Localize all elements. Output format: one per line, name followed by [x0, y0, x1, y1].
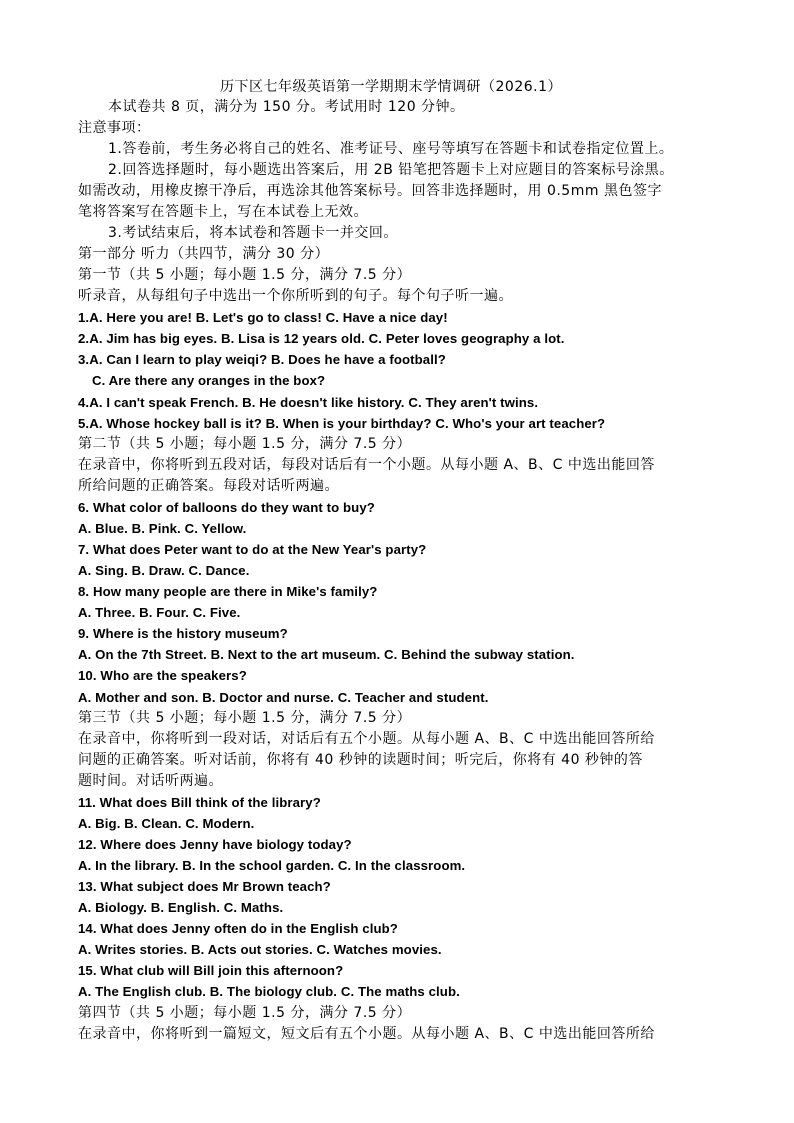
notice-item-2: 2.回答选择题时，每小题选出答案后，用 2B 铅笔把答题卡上对应题目的答案标号涂黑。 — [108, 162, 674, 178]
question-stem: 7. What does Peter want to do at the New Year's party? — [78, 542, 427, 557]
question-options: A. Sing. B. Draw. C. Dance. — [78, 563, 250, 578]
question-item: 3.A. Can I learn to play weiqi? B. Does he have a football? — [78, 352, 446, 367]
notice-item-2-cont: 如需改动，用橡皮擦干净后，再选涂其他答案标号。回答非选择题时，用 0.5mm 黑色签字 — [78, 183, 662, 199]
question-item: 4.A. I can't speak French. B. He doesn't like history. C. They aren't twins. — [78, 395, 539, 410]
question-item: 2.A. Jim has big eyes. B. Lisa is 12 years old. C. Peter loves geography a lot. — [78, 331, 565, 346]
section-instruction: 问题的正确答案。听对话前，你将有 40 秒钟的读题时间；听完后，你将有 40 秒钟的答 — [78, 752, 643, 768]
question-options: A. Big. B. Clean. C. Modern. — [78, 816, 255, 831]
notice-item-3: 3.考试结束后，将本试卷和答题卡一并交回。 — [108, 225, 398, 241]
section-instruction: 在录音中，你将听到一段对话，对话后有五个小题。从每小题 A、B、C 中选出能回答所给 — [78, 731, 655, 747]
section-instruction: 题时间。对话听两遍。 — [78, 773, 223, 789]
question-stem: 14. What does Jenny often do in the English club? — [78, 921, 398, 936]
question-item: 5.A. Whose hockey ball is it? B. When is your birthday? C. Who's your art teacher? — [78, 416, 606, 431]
question-options: A. Three. B. Four. C. Five. — [78, 605, 241, 620]
question-stem: 8. How many people are there in Mike's family? — [78, 584, 378, 599]
question-options: A. The English club. B. The biology club. C. The maths club. — [78, 984, 460, 999]
section-heading: 第四节（共 5 小题；每小题 1.5 分，满分 7.5 分） — [78, 1005, 412, 1021]
question-stem: 11. What does Bill think of the library? — [78, 795, 321, 810]
notice-item-2-cont: 笔将答案写在答题卡上，写在本试卷上无效。 — [78, 204, 368, 220]
section-instruction: 听录音，从每组句子中选出一个你所听到的句子。每个句子听一遍。 — [78, 288, 513, 304]
question-options: A. On the 7th Street. B. Next to the art museum. C. Behind the subway station. — [78, 647, 575, 662]
question-options: A. Blue. B. Pink. C. Yellow. — [78, 521, 247, 536]
question-option: C. Are there any oranges in the box? — [92, 373, 326, 388]
question-stem: 12. Where does Jenny have biology today? — [78, 837, 352, 852]
notice-heading: 注意事项： — [78, 120, 151, 136]
question-stem: 10. Who are the speakers? — [78, 668, 247, 683]
question-options: A. Mother and son. B. Doctor and nurse. C. Teacher and student. — [78, 690, 489, 705]
section-heading: 第一节（共 5 小题；每小题 1.5 分，满分 7.5 分） — [78, 267, 412, 283]
notice-item-1: 1.答卷前，考生务必将自己的姓名、准考证号、座号等填写在答题卡和试卷指定位置上。 — [108, 141, 674, 157]
question-options: A. In the library. B. In the school garden. C. In the classroom. — [78, 858, 466, 873]
exam-info: 本试卷共 8 页，满分为 150 分。考试用时 120 分钟。 — [108, 99, 465, 115]
section-instruction: 所给问题的正确答案。每段对话听两遍。 — [78, 478, 339, 494]
question-options: A. Biology. B. English. C. Maths. — [78, 900, 284, 915]
question-stem: 13. What subject does Mr Brown teach? — [78, 879, 331, 894]
section-instruction: 在录音中，你将听到一篇短文，短文后有五个小题。从每小题 A、B、C 中选出能回答所给 — [78, 1026, 655, 1042]
question-stem: 6. What color of balloons do they want to buy? — [78, 500, 375, 515]
question-item: 1.A. Here you are! B. Let's go to class! C. Have a nice day! — [78, 310, 448, 325]
section-heading: 第二节（共 5 小题；每小题 1.5 分，满分 7.5 分） — [78, 436, 412, 452]
question-stem: 9. Where is the history museum? — [78, 626, 288, 641]
question-options: A. Writes stories. B. Acts out stories. C. Watches movies. — [78, 942, 442, 957]
section-heading: 第三节（共 5 小题；每小题 1.5 分，满分 7.5 分） — [78, 710, 412, 726]
question-stem: 15. What club will Bill join this afternoon? — [78, 963, 344, 978]
exam-title: 历下区七年级英语第一学期期末学情调研（2026.1） — [220, 79, 562, 95]
section-instruction: 在录音中，你将听到五段对话，每段对话后有一个小题。从每小题 A、B、C 中选出能回答 — [78, 457, 655, 473]
part-heading: 第一部分 听力（共四节，满分 30 分） — [78, 246, 330, 262]
